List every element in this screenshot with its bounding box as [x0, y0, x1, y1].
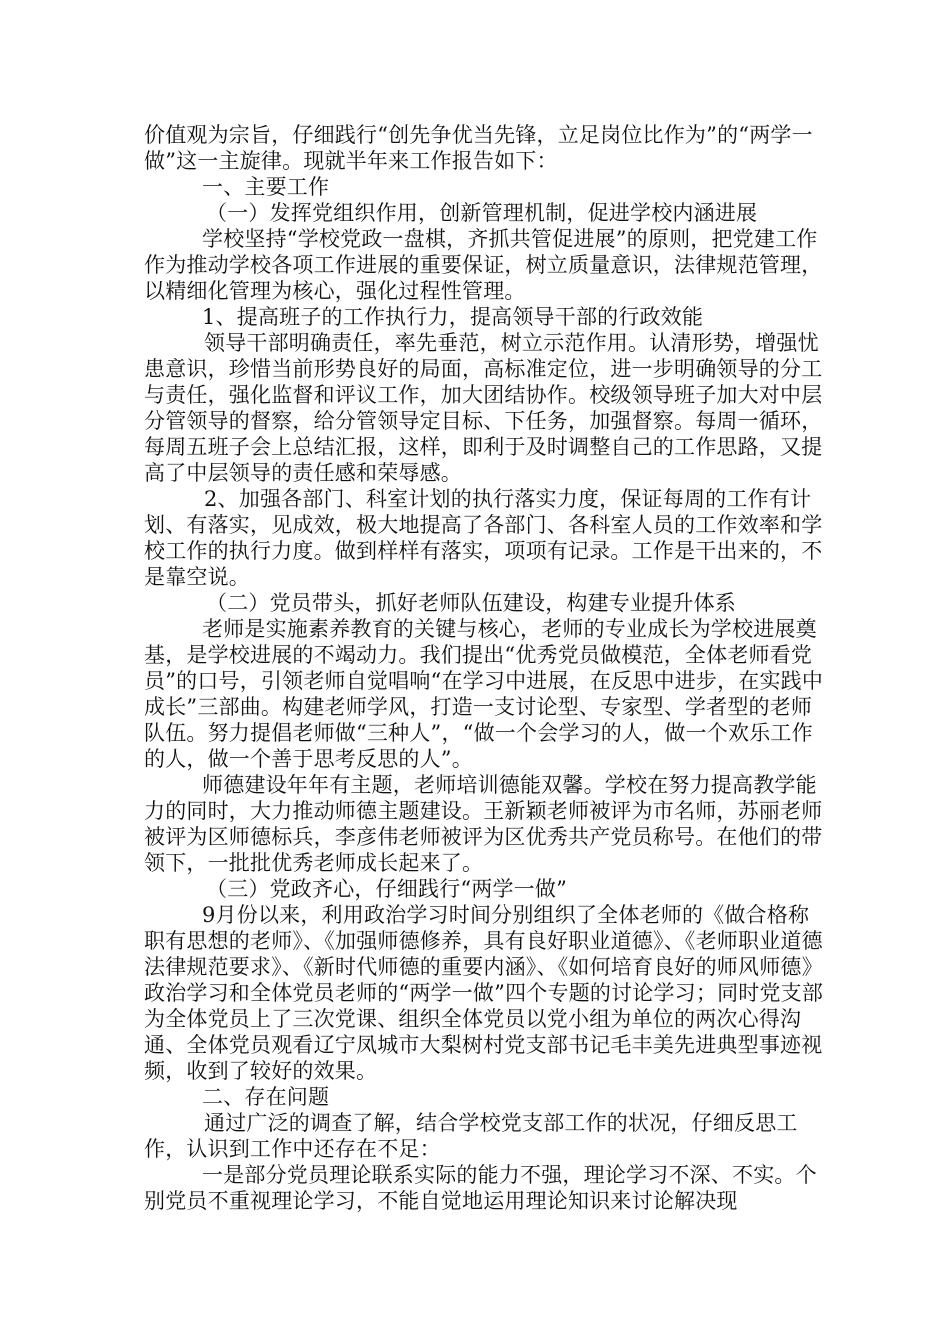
paragraph-intro-continued: 价值观为宗旨，仔细践行“创先争优当先锋，立足岗位比作为”的“两学一做”这一主旋律。现就半年来工作报告如下： [144, 123, 813, 173]
paragraph-political-study: 9月份以来，利用政治学习时间分别组织了全体老师的《做合格称职有思想的老师》、《加强师德修养，具有良好职业道德》、《老师职业道德法律规范要求》、《新时代师德的重要内涵》、《如何培育良好的师风师德》政治学习和全体党员老师的“两学一做”四个专题的讨论学习；同时党支部为全体党员上了三次党课、组织全体党员以党小组为单位的两次心得沟通、全体党员观看辽宁凤城市大梨树村党支部书记毛丰美先进典型事迹视频，收到了较好的效果。 [144, 903, 824, 1083]
heading-main-work: 一、主要工作 [202, 175, 330, 199]
subheading-party-role: （一）发挥党组织作用，创新管理机制，促进学校内涵进展 [206, 201, 758, 225]
item-2-paragraph: 2、加强各部门、科室计划的执行落实力度，保证每周的工作有计划、有落实，见成效，极大地提高了各部门、各科室人员的工作效率和学校工作的执行力度。做到样样有落实，项项有记录。工作是干出来的，不是靠空说。 [144, 487, 823, 589]
paragraph-ethics: 师德建设年年有主题，老师培训德能双馨。学校在努力提高教学能力的同时，大力推动师德主题建设。王新颖老师被评为市名师，苏丽老师被评为区师德标兵，李彦伟老师被评为区优秀共产党员称号。在他们的带领下，一批批优秀老师成长起来了。 [144, 773, 823, 875]
paragraph-party-principle: 学校坚持“学校党政一盘棋，齐抓共管促进展”的原则，把党建工作作为推动学校各项工作进展的重要保证，树立质量意识，法律规范管理，以精细化管理为核心，强化过程性管理。 [144, 227, 823, 303]
heading-problems: 二、存在问题 [202, 1085, 330, 1109]
subheading-teacher-team: （二）党员带头，抓好老师队伍建设，构建专业提升体系 [206, 591, 736, 615]
subheading-two-learn: （三）党政齐心，仔细践行“两学一做” [206, 877, 568, 901]
paragraph-teacher-core: 老师是实施素养教育的关键与核心，老师的专业成长为学校进展奠基，是学校进展的不竭动力。我们提出“优秀党员做模范，全体老师看党员”的口号，引领老师自觉唱响“在学习中进展，在反思中进步，在实践中成长”三部曲。构建老师学风，打造一支讨论型、专家型、学者型的老师队伍。努力提倡老师做“三种人”，“做一个会学习的人，做一个欢乐工作的人，做一个善于思考反思的人”。 [144, 617, 824, 771]
paragraph-problem-one: 一是部分党员理论联系实际的能力不强，理论学习不深、不实。个别党员不重视理论学习，不能自觉地运用理论知识来讨论解决现 [144, 1163, 817, 1213]
item-1-heading: 1、提高班子的工作执行力，提高领导干部的行政效能 [202, 305, 704, 329]
paragraph-leadership: 领导干部明确责任，率先垂范，树立示范作用。认清形势，增强忧患意识，珍惜当前形势良好的局面，高标准定位，进一步明确领导的分工与责任，强化监督和评议工作，加大团结协作。校级领导班子加大对中层分管领导的督察，给分管领导定目标、下任务，加强督察。每周一循环，每周五班子会上总结汇报，这样，即利于及时调整自己的工作思路，又提高了中层领导的责任感和荣辱感。 [144, 331, 823, 485]
document-body [144, 122, 824, 1214]
paragraph-survey: 通过广泛的调查了解，结合学校党支部工作的状况，仔细反思工作，认识到工作中还存在不足： [144, 1111, 798, 1161]
